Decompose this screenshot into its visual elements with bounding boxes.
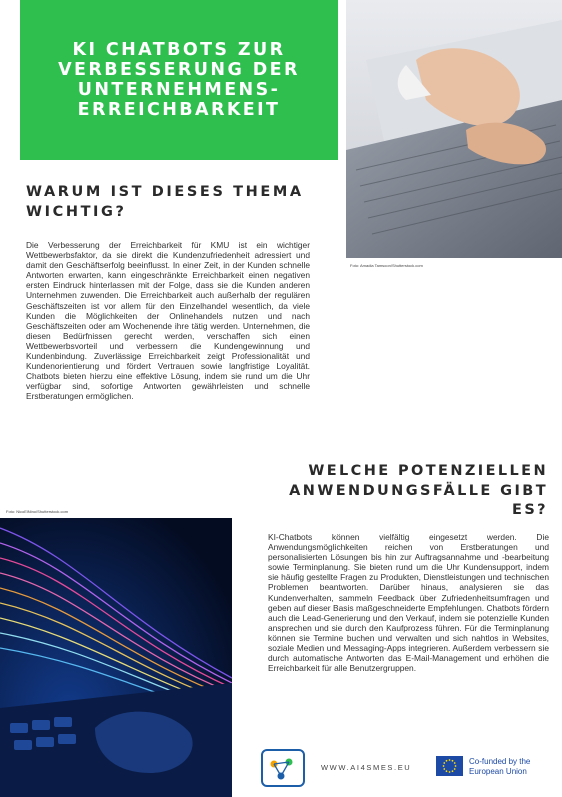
eu-line-1: Co-funded by the: [469, 757, 531, 766]
laptop-hands-illustration: [346, 0, 562, 258]
section2-body: KI-Chatbots können vielfältig eingesetzt werden. Die Anwendungsmöglichkeiten reichen von Erstberatungen und personalisierten Lösungen bis hin zur Auftragsannahme und -bearbeitung sowie Terminplanung. Sie bieten rund um die Uhr Kundensupport, indem sie häufig gestellte Fragen zu Produkten, Dienstleistungen und technischen Problemen beantworten. Darüber hinaus, analysieren sie das Kundenverhalten, sammeln Feedback über Zufriedenheitsumfragen und geben auf dieser Basis maßgeschneiderte Empfehlungen. Chatbots fördern auch die Lead-Generierung und den Verkauf, indem sie potenzielle Kunden ansprechen und sie durch den Kaufprozess führen. Für die Terminplanung können sie Termine buchen und verwalten und sich nahtlos in Websites, soziale Medien und Messaging-Apps integrieren. Außerdem verbessern sie durch automatische Antworten das E-Mail-Management und erhöhen die Erreichbarkeit für alle Benutzergruppen.: [268, 532, 549, 674]
title-banner: [20, 0, 338, 160]
section1-heading: WARUM IST DIESES THEMA WICHTIG?: [26, 184, 304, 220]
eu-stars: [436, 756, 463, 776]
photo-keyboard-light-streams: [0, 518, 232, 797]
photo-credit-bottom: Foto: NicoElNino/Shutterstock.com: [6, 509, 69, 514]
light-streams-illustration: [0, 518, 232, 797]
section2-heading: WELCHE POTENZIELLEN ANWENDUNGSFÄLLE GIBT ES?: [289, 463, 548, 518]
photo-credit-top: Foto: Amadia Tamsoon/Shutterstock.com: [350, 263, 423, 268]
eu-cofunded-text: [469, 757, 530, 777]
ai4smes-logo: [259, 738, 307, 788]
section1-body: Die Verbesserung der Erreichbarkeit für KMU ist ein wichtiger Wettbewerbsfaktor, da sie direkt die Kundenzufriedenheit adressiert und damit den Geschäftserfolg beeinflusst. In einer Zeit, in der Kunden schnelle Antworten erwarten, kann eingeschränkte Erreichbarkeit einen negativen ersten Eindruck hinterlassen mit der Folge, dass sie die Kunden anderen Unternehmen zuwenden. Die Erreichbarkeit auch außerhalb der regulären Geschäftszeiten ist vor allem für den Einzelhandel wesentlich, da viele Kunden die Möglichkeiten der Onlinehandels nutzen und nach Geschäftszeiten oder am Wochenende ihre tätig werden. Unternehmen, die diesen Bedürfnissen gerecht werden, verschaffen sich einen Wettbewerbsvorteil und verbessern die Kundengewinnung und Kundenbindung. Zuverlässige Erreichbarkeit zeigt Professionalität und Kundenorientierung und fördert Vertrauen sowie langfristige Loyalität. Chatbots bieten hierzu eine effektive Lösung, indem sie rund um die Uhr verfügbar sind, sofortige Antworten gewährleisten und schnelle Erstberatungen ermöglichen.: [26, 240, 310, 402]
page-title: KI CHATBOTS ZUR VERBESSERUNG DER UNTERNEHMENS-ERREICHBARKEIT: [58, 40, 300, 120]
ai4smes-logo-icon: [259, 738, 307, 788]
eu-flag-icon: [436, 756, 463, 776]
eu-line-2: European Union: [469, 767, 527, 776]
photo-laptop-typing: [346, 0, 562, 258]
website-url[interactable]: WWW.AI4SMES.EU: [321, 763, 412, 772]
